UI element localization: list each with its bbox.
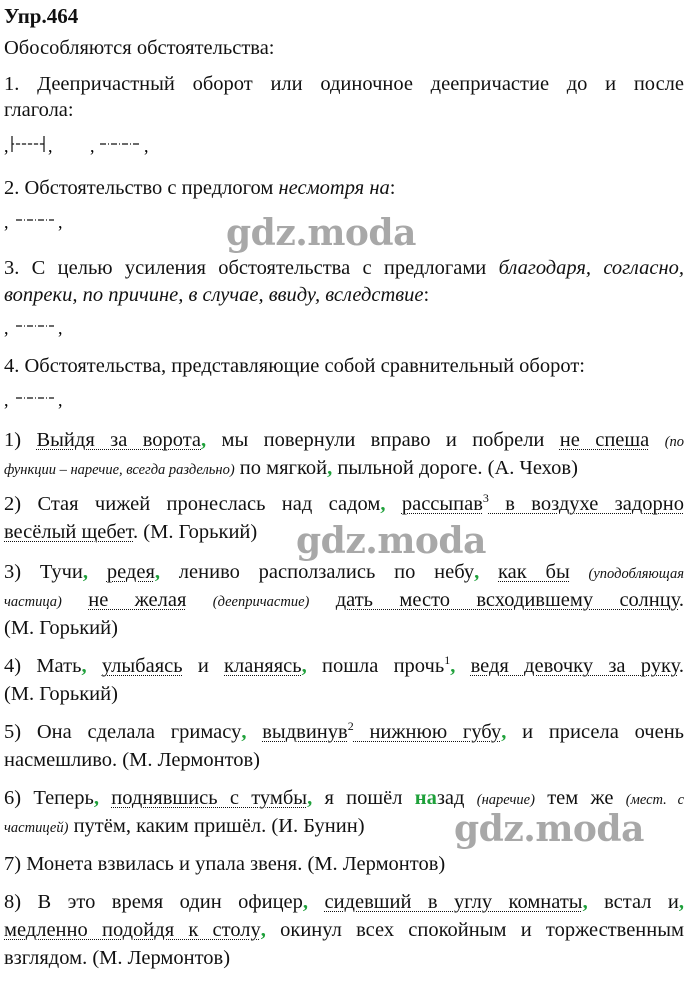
svg-text:,: , [48, 136, 53, 156]
rule-3-line-2: вопреки, по причине, в случае, ввиду, вследствие: [4, 284, 430, 306]
sentence-7: 7) Монета взвилась и упала звеня. (М. Лермонтов) [4, 853, 446, 875]
sentence-3-author: (М. Горький) [4, 617, 118, 639]
sentence-1-line-2: функции – наречие, всегда раздельно) по мягкой, пыльной дороге. (А. Чехов) [4, 457, 578, 479]
sentence-3-line-2: частица) не желая (деепричастие) дать место всходившему солнцу. [4, 589, 685, 611]
sentence-8-line-3: взглядом. (М. Лермонтов) [4, 947, 231, 969]
sentence-6-line-1: 6) Теперь, поднявшись с тумбы, я пошёл назад (наречие) тем же (мест. с [4, 787, 685, 809]
watermark-2: gdz.moda [296, 520, 486, 562]
svg-text:,: , [4, 390, 9, 410]
exercise-title: Упр.464 [4, 4, 79, 28]
svg-text:,: , [4, 318, 9, 338]
scheme-preposition [4, 208, 84, 232]
svg-text:,: , [90, 136, 95, 156]
svg-text:,: , [4, 212, 9, 232]
sentence-5-line-1: 5) Она сделала гримасу, выдвинув$^2$ нижнюю губу, и присела очень [4, 719, 685, 743]
rule-1-line-2: глагола: [4, 99, 74, 121]
scheme-gerund-before-after [4, 132, 164, 156]
sentence-5-line-2: насмешливо. (М. Лермонтов) [4, 749, 261, 771]
sentence-2-line-1: 2) Стая чижей пронеслась над садом, рассыпав$^3$ в воздухе задорно [4, 491, 685, 515]
sentence-2-line-2: весёлый щебет. (М. Горький) [4, 521, 258, 543]
sentence-8-line-1: 8) В это время один офицер, сидевший в углу комнаты, встал и, [4, 891, 685, 913]
sentence-6-line-2: частицей) путём, каким пришёл. (И. Бунин) [4, 815, 365, 837]
sentence-3-line-1: 3) Тучи, редея, лениво расползались по небу, как бы (уподобляющая [4, 561, 685, 583]
sentence-4-author: (М. Горький) [4, 683, 118, 705]
sentence-1-line-1: 1) Выйдя за ворота, мы повернули вправо и побрели не спеша (по [4, 429, 685, 451]
scheme-preposition-emphasis [4, 314, 84, 338]
svg-text:,: , [4, 136, 9, 156]
rule-3-line-1: 3. С целью усиления обстоятельства с предлогами благодаря, согласно, [4, 257, 684, 279]
sentence-8-line-2: медленно подойдя к столу, окинул всех спокойным и торжественным [4, 919, 684, 941]
rule-2-text: 2. Обстоятельство с предлогом несмотря на: [4, 177, 396, 199]
svg-text:,: , [58, 212, 63, 232]
svg-text:,: , [58, 318, 63, 338]
rule-4-text: 4. Обстоятельства, представляющие собой сравнительный оборот: [4, 355, 585, 377]
svg-text:,: , [144, 136, 149, 156]
watermark-3: gdz.moda [454, 808, 644, 850]
intro-text: Обособляются обстоятельства: [4, 37, 275, 59]
scheme-comparative [4, 386, 84, 410]
watermark: gdz.moda [226, 212, 416, 254]
rule-1-line-1: 1. Деепричастный оборот или одиночное деепричастие до и после [4, 73, 684, 95]
svg-text:,: , [58, 390, 63, 410]
sentence-4-line-1: 4) Мать, улыбаясь и кланяясь, пошла прочь$^1$, ведя девочку за руку. [4, 653, 684, 677]
